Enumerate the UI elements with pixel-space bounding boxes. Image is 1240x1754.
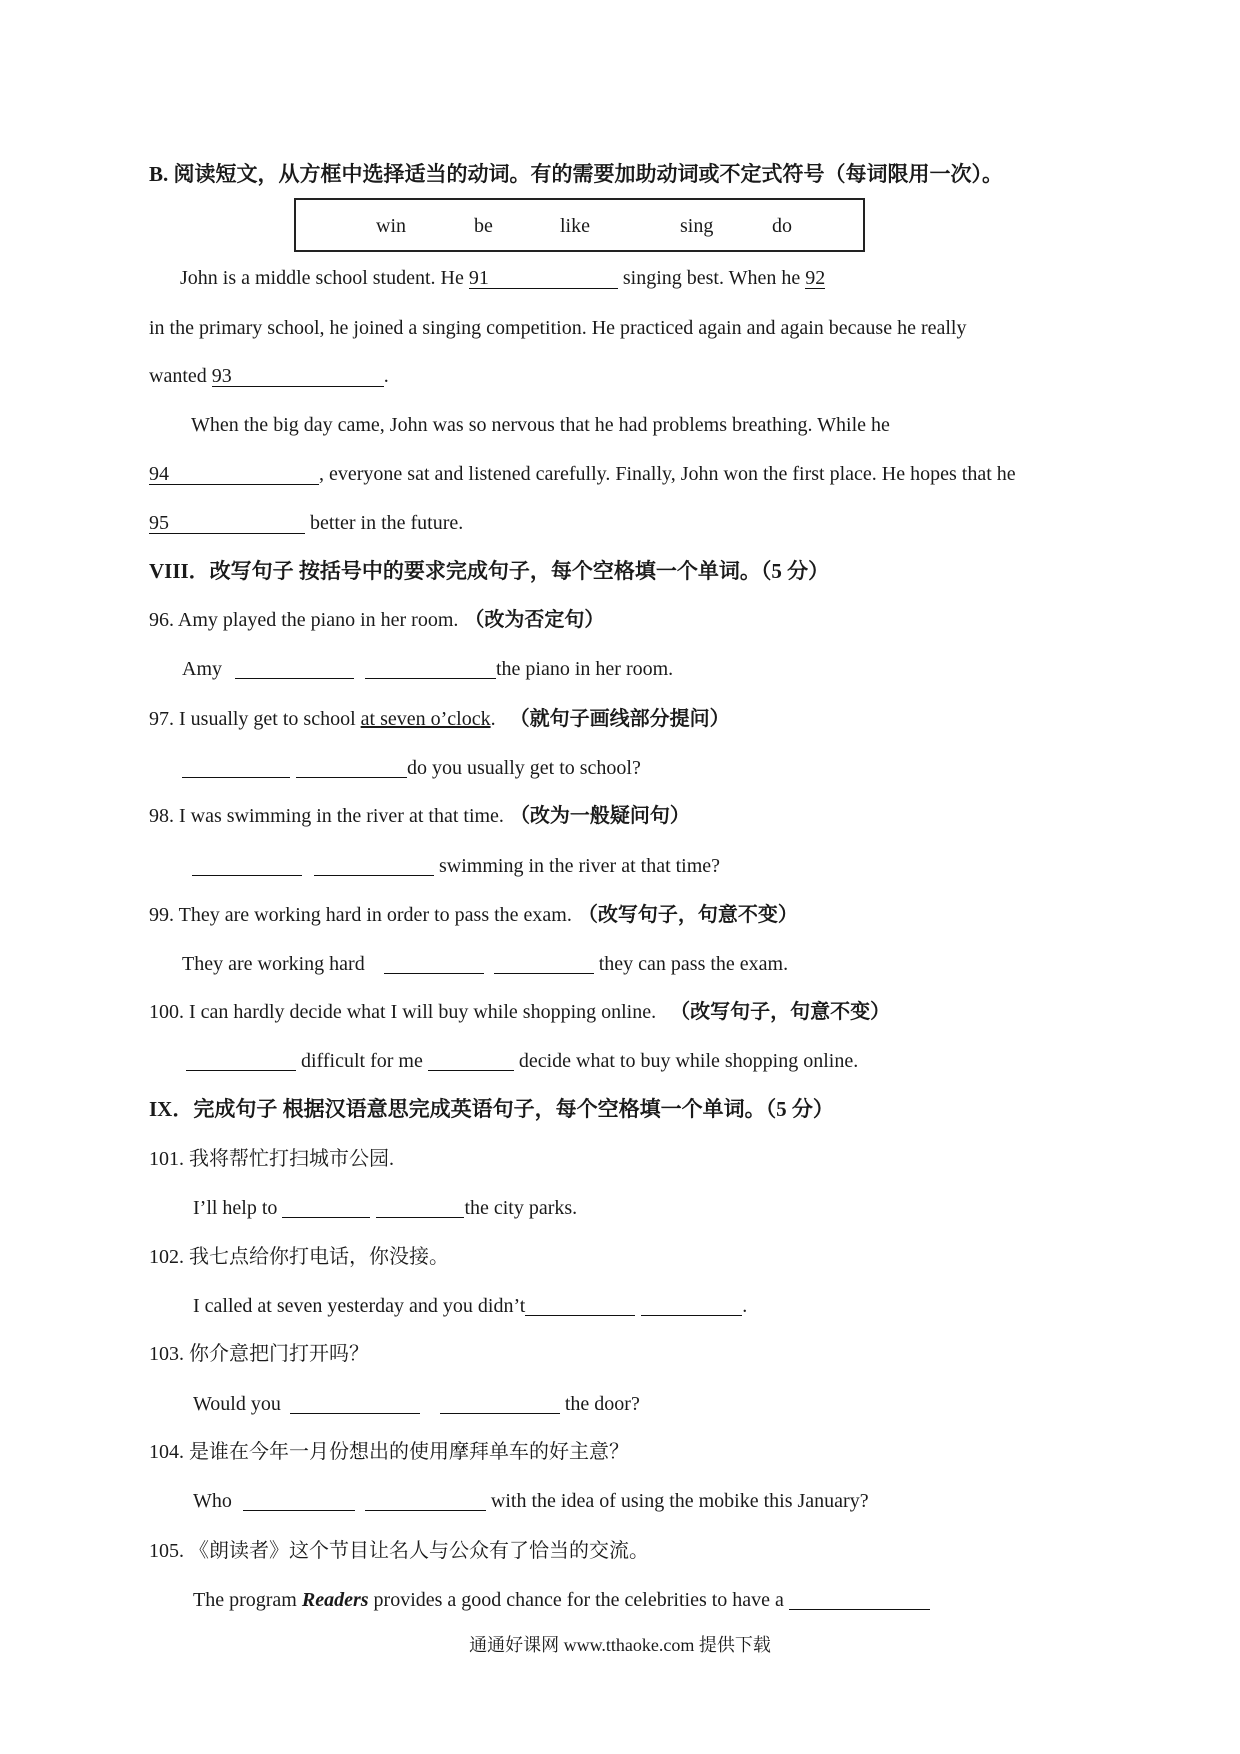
answer-text: decide what to buy while shopping online. — [513, 1050, 859, 1072]
answer-blank — [384, 953, 484, 974]
prompt-105: 105. 《朗读者》这个节目让名人与公众有了恰当的交流。 — [149, 1540, 649, 1562]
answer-104 — [193, 1489, 869, 1513]
word-option-do: do — [772, 215, 792, 237]
answer-blank — [365, 1490, 486, 1511]
footer-source: 通通好课网 www.tthaoke.com 提供下载 — [469, 1635, 771, 1655]
word-option-win: win — [376, 215, 406, 237]
answer-blank — [290, 1393, 420, 1414]
question-text: 96. Amy played the piano in her room. — [149, 609, 459, 631]
answer-blank — [365, 658, 496, 679]
passage-line-5 — [149, 462, 1016, 486]
answer-text: the door? — [559, 1393, 640, 1415]
passage-text: . — [383, 365, 389, 387]
question-text: 97. I usually get to school — [149, 708, 361, 730]
answer-blank — [641, 1295, 742, 1316]
question-text: 100. I can hardly decide what I will buy while shopping online. — [149, 1001, 657, 1023]
answer-blank — [182, 757, 290, 778]
answer-96 — [182, 657, 673, 681]
answer-102 — [193, 1294, 747, 1318]
section-ix-heading: IX．完成句子 根据汉语意思完成英语句子，每个空格填一个单词。（5 分） — [149, 1097, 834, 1121]
blank-95: 95 — [149, 513, 305, 534]
prompt-101: 101. 我将帮忙打扫城市公园. — [149, 1148, 394, 1170]
section-viii-heading: VIII．改写句子 按括号中的要求完成句子，每个空格填一个单词。（5 分） — [149, 559, 830, 583]
answer-text: . — [742, 1295, 748, 1317]
answer-text: the piano in her room. — [496, 658, 674, 680]
answer-blank — [376, 1197, 464, 1218]
answer-blank — [314, 855, 434, 876]
answer-text: provides a good chance for the celebrities to have a — [368, 1589, 789, 1611]
answer-blank — [243, 1490, 355, 1511]
passage-line-4: When the big day came, John was so nervous that he had problems breathing. While he — [191, 414, 890, 436]
question-text: . — [490, 708, 496, 730]
question-text: 99. They are working hard in order to pass the exam. — [149, 904, 572, 926]
prompt-103: 103. 你介意把门打开吗？ — [149, 1343, 369, 1365]
question-97 — [149, 707, 730, 731]
passage-text: better in the future. — [305, 512, 464, 534]
answer-text: they can pass the exam. — [593, 953, 789, 975]
answer-text: Amy — [182, 658, 227, 680]
question-instruction: （改写句子，句意不变） — [670, 1001, 891, 1023]
program-title: Readers — [301, 1589, 369, 1611]
word-option-sing: sing — [680, 215, 714, 237]
blank-94: 94 — [149, 464, 319, 485]
blank-93: 93 — [212, 366, 384, 387]
passage-line-1 — [180, 266, 825, 290]
question-instruction: （改为一般疑问句） — [509, 805, 690, 827]
prompt-104: 104. 是谁在今年一月份想出的使用摩拜单车的好主意？ — [149, 1441, 629, 1463]
answer-98 — [192, 854, 720, 878]
passage-text: singing best. When he — [617, 267, 806, 289]
word-option-like: like — [560, 215, 590, 237]
answer-text: Would you — [193, 1393, 286, 1415]
passage-line-2: in the primary school, he joined a singing competition. He practiced again and again because he really — [149, 317, 967, 339]
question-96 — [149, 608, 604, 632]
answer-text: They are working hard — [182, 953, 370, 975]
passage-line-3 — [149, 364, 389, 388]
answer-text: the city parks. — [464, 1197, 578, 1219]
question-instruction: （就句子画线部分提问） — [509, 708, 730, 730]
passage-text: , everyone sat and listened carefully. Finally, John won the first place. He hopes that he — [319, 463, 1016, 485]
question-underlined-part: at seven o’clock — [360, 708, 491, 730]
answer-blank — [494, 953, 594, 974]
answer-blank — [186, 1050, 296, 1071]
passage-text: John is a middle school student. He — [180, 267, 469, 289]
question-100 — [149, 1000, 890, 1024]
answer-text: do you usually get to school? — [407, 757, 641, 779]
answer-99 — [182, 952, 788, 976]
answer-blank — [192, 855, 302, 876]
answer-101 — [193, 1196, 577, 1220]
answer-text: difficult for me — [296, 1050, 428, 1072]
answer-blank — [428, 1050, 514, 1071]
passage-text: wanted — [149, 365, 212, 387]
answer-blank — [282, 1197, 370, 1218]
blank-92: 92 — [805, 267, 826, 289]
answer-100 — [186, 1049, 858, 1073]
question-text: 98. I was swimming in the river at that time. — [149, 805, 504, 827]
answer-text: The program — [193, 1589, 302, 1611]
question-instruction: （改为否定句） — [464, 609, 605, 631]
answer-text: I called at seven yesterday and you didn’t — [193, 1295, 526, 1317]
answer-text: swimming in the river at that time? — [434, 855, 721, 877]
answer-text: Who — [193, 1490, 237, 1512]
answer-blank — [440, 1393, 560, 1414]
answer-text: I’ll help to — [193, 1197, 283, 1219]
word-option-be: be — [474, 215, 493, 237]
answer-blank — [789, 1589, 930, 1610]
answer-97 — [182, 756, 641, 780]
blank-91: 91 — [469, 268, 618, 289]
answer-103 — [193, 1392, 640, 1416]
section-b-title: B. 阅读短文，从方框中选择适当的动词。有的需要加助动词或不定式符号（每词限用一次）。 — [149, 162, 1004, 186]
question-98 — [149, 804, 690, 828]
answer-105 — [193, 1588, 930, 1612]
answer-blank — [296, 757, 407, 778]
answer-blank — [235, 658, 354, 679]
word-box — [294, 198, 865, 252]
passage-line-6 — [149, 511, 463, 535]
answer-text: with the idea of using the mobike this January? — [485, 1490, 869, 1512]
answer-blank — [525, 1295, 635, 1316]
question-99 — [149, 903, 798, 927]
prompt-102: 102. 我七点给你打电话，你没接。 — [149, 1246, 449, 1268]
question-instruction: （改写句子，句意不变） — [577, 904, 798, 926]
